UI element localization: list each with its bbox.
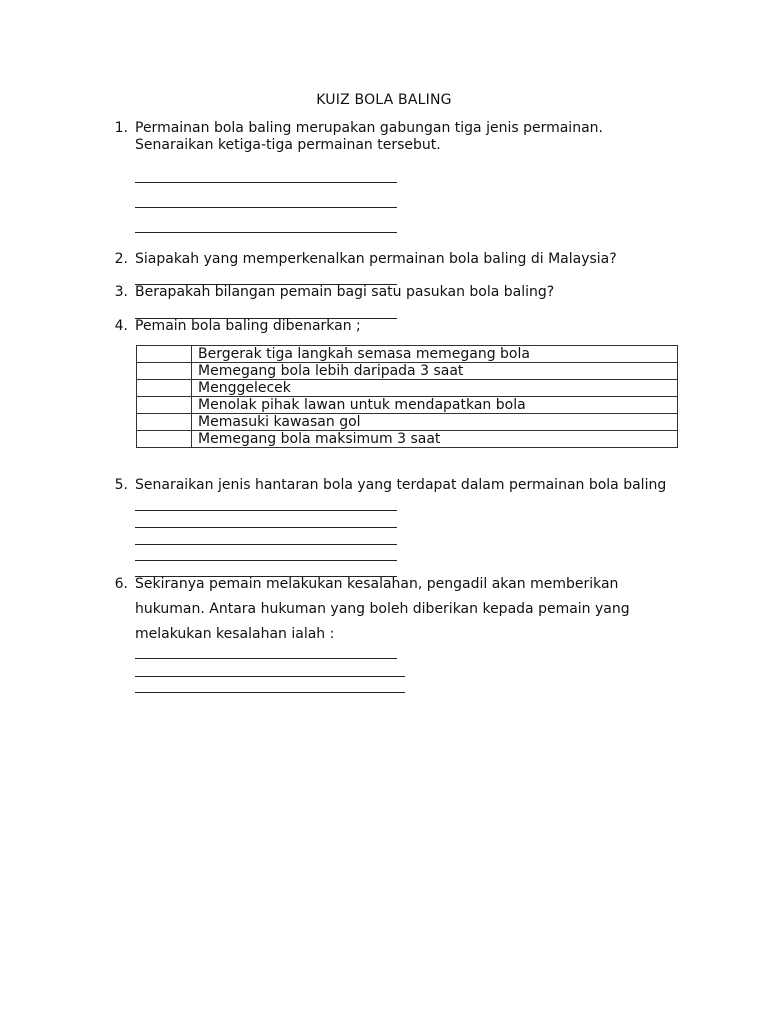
option-row: [137, 414, 678, 431]
answer-line[interactable]: [135, 182, 397, 183]
answer-box[interactable]: [137, 431, 192, 448]
question-text: hukuman. Antara hukuman yang boleh diberikan kepada pemain yang: [135, 601, 630, 617]
option-text: Menolak pihak lawan untuk mendapatkan bola: [192, 397, 678, 414]
question-text: melakukan kesalahan ialah :: [135, 626, 335, 642]
answer-box[interactable]: [137, 363, 192, 380]
question-text: Berapakah bilangan pemain bagi satu pasukan bola baling?: [135, 284, 555, 300]
page-title: KUIZ BOLA BALING: [316, 92, 452, 108]
option-text: Bergerak tiga langkah semasa memegang bola: [192, 346, 678, 363]
option-row: [137, 380, 678, 397]
answer-line[interactable]: [135, 527, 397, 528]
question-text: Siapakah yang memperkenalkan permainan bola baling di Malaysia?: [135, 251, 617, 267]
question-number: 4.: [114, 318, 128, 334]
answer-line[interactable]: [135, 676, 405, 677]
answer-line[interactable]: [135, 544, 397, 545]
option-row: [137, 431, 678, 448]
question-number: 3.: [114, 284, 128, 300]
options-table: [136, 345, 678, 448]
option-row: [137, 397, 678, 414]
answer-line[interactable]: [135, 232, 397, 233]
option-text: Memegang bola maksimum 3 saat: [192, 431, 678, 448]
question-text: Senaraikan jenis hantaran bola yang terdapat dalam permainan bola baling: [135, 477, 667, 493]
question-text: Pemain bola baling dibenarkan ;: [135, 318, 361, 334]
answer-box[interactable]: [137, 380, 192, 397]
option-row: [137, 346, 678, 363]
question-text: Senaraikan ketiga-tiga permainan tersebut.: [135, 137, 441, 153]
answer-line[interactable]: [135, 560, 397, 561]
question-text: Sekiranya pemain melakukan kesalahan, pengadil akan memberikan: [135, 576, 619, 592]
answer-box[interactable]: [137, 346, 192, 363]
option-text: Memegang bola lebih daripada 3 saat: [192, 363, 678, 380]
answer-box[interactable]: [137, 414, 192, 431]
answer-line[interactable]: [135, 510, 397, 511]
answer-line[interactable]: [135, 207, 397, 208]
option-text: Menggelecek: [192, 380, 678, 397]
question-number: 2.: [114, 251, 128, 267]
question-text: Permainan bola baling merupakan gabungan tiga jenis permainan.: [135, 120, 603, 136]
question-number: 6.: [114, 576, 128, 592]
answer-line[interactable]: [135, 658, 397, 659]
answer-box[interactable]: [137, 397, 192, 414]
question-number: 1.: [114, 120, 128, 136]
answer-line[interactable]: [135, 692, 405, 693]
option-row: [137, 363, 678, 380]
option-text: Memasuki kawasan gol: [192, 414, 678, 431]
question-number: 5.: [114, 477, 128, 493]
